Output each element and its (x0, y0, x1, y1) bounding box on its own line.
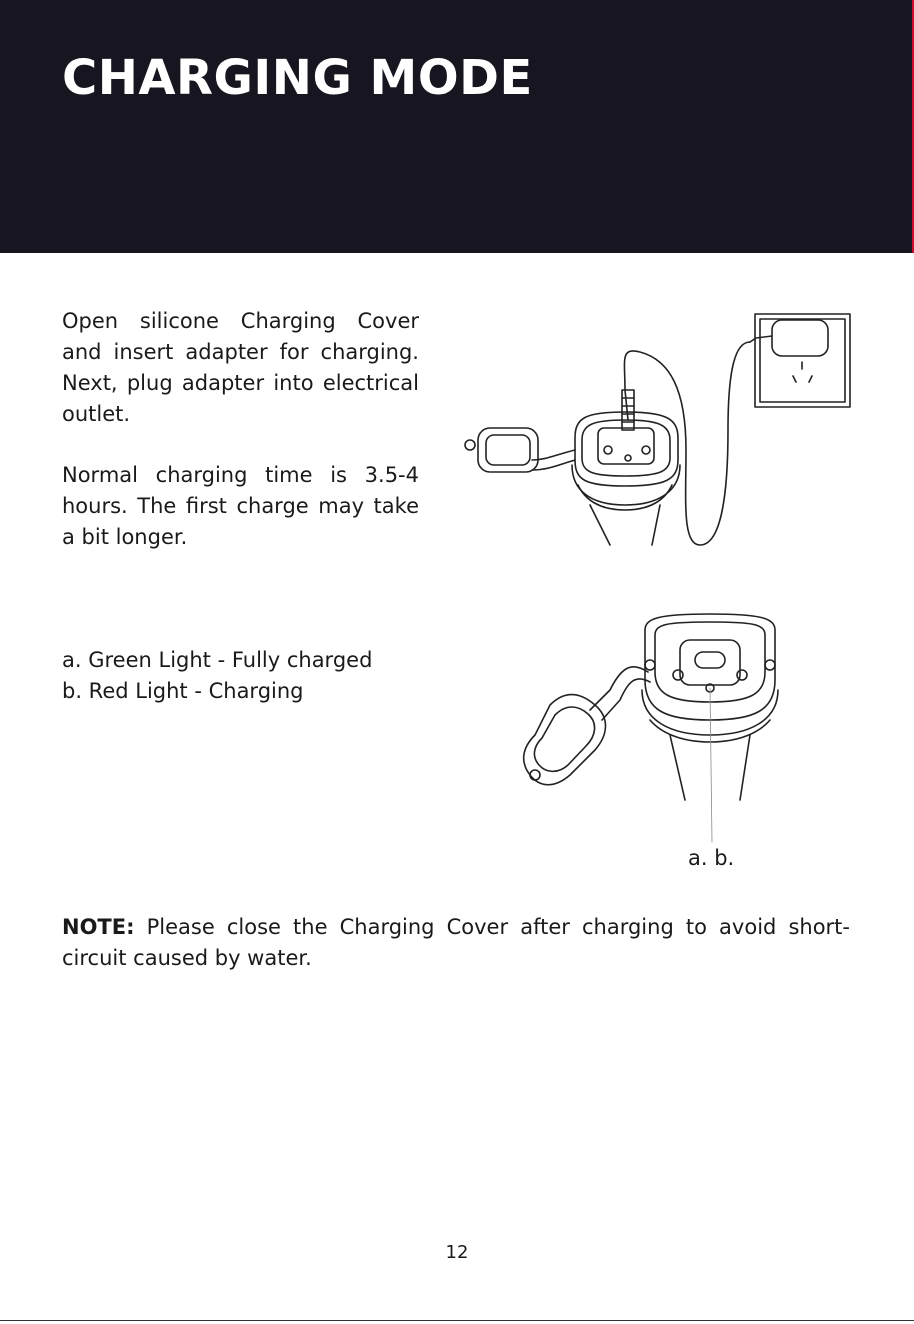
green-light-item: a. Green Light - Fully charged (62, 648, 373, 672)
page-title: CHARGING MODE (62, 50, 533, 106)
wall-outlet-icon (755, 314, 850, 407)
bottom-rule (0, 1320, 914, 1321)
charging-instructions-paragraph: Open silicone Charging Cover and insert adapter for charging. Next, plug adapter into electrical outlet. (62, 309, 419, 426)
note-paragraph (62, 912, 850, 974)
charging-port-illustration-icon (510, 610, 810, 855)
charging-time-paragraph: Normal charging time is 3.5-4 hours. The first charge may take a bit longer. (62, 463, 419, 549)
charging-adapter-illustration-icon (460, 300, 860, 555)
indicator-callout-label: a. b. (688, 846, 735, 870)
indicator-light-list (62, 645, 372, 707)
note-label: NOTE: (62, 915, 135, 939)
page-number: 12 (445, 1242, 469, 1263)
page-header (0, 0, 914, 253)
red-light-item: b. Red Light - Charging (62, 679, 304, 703)
note-text: Please close the Charging Cover after charging to avoid short-circuit caused by water. (62, 915, 850, 970)
